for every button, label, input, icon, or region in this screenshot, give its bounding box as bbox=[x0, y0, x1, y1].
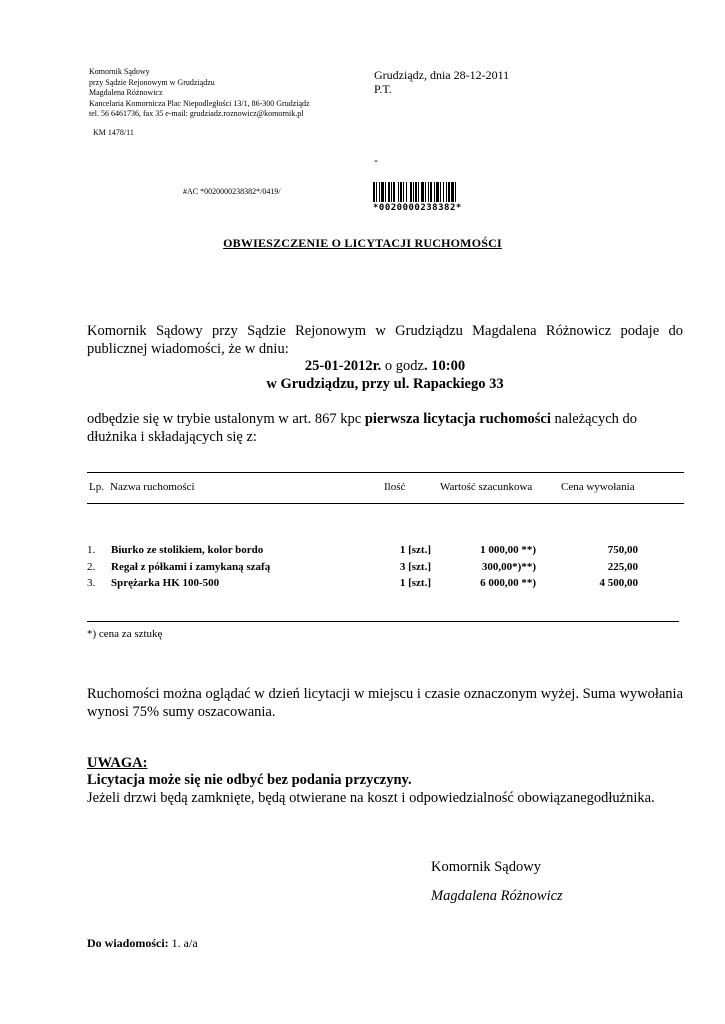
table-top-rule bbox=[87, 472, 684, 473]
barcode-gap bbox=[456, 182, 458, 202]
row-price: 225,00 bbox=[607, 561, 638, 573]
col-header-price: Cena wywołania bbox=[561, 481, 635, 493]
row-name: Sprężarka HK 100-500 bbox=[111, 577, 220, 589]
case-number: KM 1478/11 bbox=[93, 128, 134, 137]
table-row bbox=[0, 561, 725, 576]
row-qty: 1 [szt.] bbox=[399, 577, 431, 589]
barcode-text: *0020000238382* bbox=[373, 203, 462, 213]
table-row bbox=[0, 577, 725, 592]
sender-name: Magdalena Różnowicz bbox=[89, 88, 163, 97]
distribution bbox=[87, 936, 198, 951]
mode-text-after: należących do dłużnika i składających się z: bbox=[87, 411, 638, 445]
auction-place: w Grudziądzu, przy ul. Rapackiego 33 bbox=[266, 376, 504, 392]
document-title: OBWIESZCZENIE O LICYTACJI RUCHOMOŚCI bbox=[223, 236, 502, 250]
row-lp: 1. bbox=[87, 544, 96, 556]
sender-title: Komornik Sądowy bbox=[89, 67, 150, 76]
row-price: 4 500,00 bbox=[599, 577, 638, 589]
sender-address: Kancelaria Komornicza Plac Niepodległości 13/1, 86-300 Grudziądz bbox=[89, 98, 310, 108]
mode-text-before: odbędzie się w trybie ustalonym w art. 867 kpc bbox=[87, 411, 365, 427]
row-value: 6 000,00 **) bbox=[480, 577, 536, 589]
mode-paragraph bbox=[87, 410, 683, 446]
row-qty: 3 [szt.] bbox=[399, 561, 431, 573]
footnote: *) cena za sztukę bbox=[87, 628, 163, 640]
col-header-lp: Lp. bbox=[89, 481, 104, 493]
addressee: P.T. bbox=[374, 82, 392, 96]
auction-datetime bbox=[87, 357, 683, 375]
col-header-value: Wartość szacunkowa bbox=[440, 481, 533, 493]
signature-name: Magdalena Różnowicz bbox=[431, 888, 563, 904]
sender-block bbox=[89, 67, 359, 120]
row-qty: 1 [szt.] bbox=[399, 544, 431, 556]
barcode bbox=[373, 182, 501, 213]
sender-court: przy Sądzie Rejonowym w Grudziądzu bbox=[89, 77, 215, 87]
intro-paragraph: Komornik Sądowy przy Sądzie Rejonowym w Grudziądzu Magdalena Różnowicz podaje do publicznej wiadomości, że w dniu: bbox=[87, 323, 683, 357]
mode-text-bold: pierwsza licytacja ruchomości bbox=[364, 411, 551, 427]
table-row bbox=[0, 544, 725, 559]
barcode-bars bbox=[373, 182, 501, 202]
inspection-paragraph: Ruchomości można oglądać w dzień licytacji w miejscu i czasie oznaczonym wyżej. Suma wywołania wynosi 75% sumy oszacowania. bbox=[87, 686, 683, 720]
place-date: Grudziądz, dnia 28-12-2011 bbox=[374, 68, 510, 82]
row-lp: 3. bbox=[87, 577, 96, 589]
distribution-label: Do wiadomości: bbox=[87, 936, 169, 950]
reference-code: #AC *0020000238382*/0419/ bbox=[183, 187, 281, 196]
row-value: 1 000,00 **) bbox=[480, 544, 536, 556]
dash-mark: - bbox=[374, 153, 378, 167]
warning-line-1: Licytacja może się nie odbyć bez podania przyczyny. bbox=[87, 772, 412, 788]
table-bottom-rule bbox=[87, 621, 679, 622]
distribution-value: 1. a/a bbox=[168, 936, 198, 950]
row-name: Biurko ze stolikiem, kolor bordo bbox=[111, 544, 264, 556]
col-header-name: Nazwa ruchomości bbox=[110, 481, 195, 493]
warning-line-2: Jeżeli drzwi będą zamknięte, będą otwierane na koszt i odpowiedzialność obowiązanegodłużnika. bbox=[87, 790, 655, 806]
auction-date: 25-01-2012r. bbox=[304, 358, 382, 374]
row-value: 300,00*)**) bbox=[481, 561, 536, 573]
sender-contact: tel. 56 6461736, fax 35 e-mail: grudziadz.roznowicz@komornik.pl bbox=[89, 109, 304, 118]
auction-time: . 10:00 bbox=[423, 358, 466, 374]
auction-time-label: o godz bbox=[381, 358, 424, 374]
row-price: 750,00 bbox=[607, 544, 638, 556]
col-header-qty: Ilość bbox=[384, 481, 406, 493]
row-name: Regał z półkami i zamykaną szafą bbox=[111, 561, 271, 573]
row-lp: 2. bbox=[87, 561, 96, 573]
warning-heading: UWAGA: bbox=[87, 755, 148, 771]
table-header-rule bbox=[87, 503, 684, 504]
signature-title: Komornik Sądowy bbox=[431, 859, 541, 875]
